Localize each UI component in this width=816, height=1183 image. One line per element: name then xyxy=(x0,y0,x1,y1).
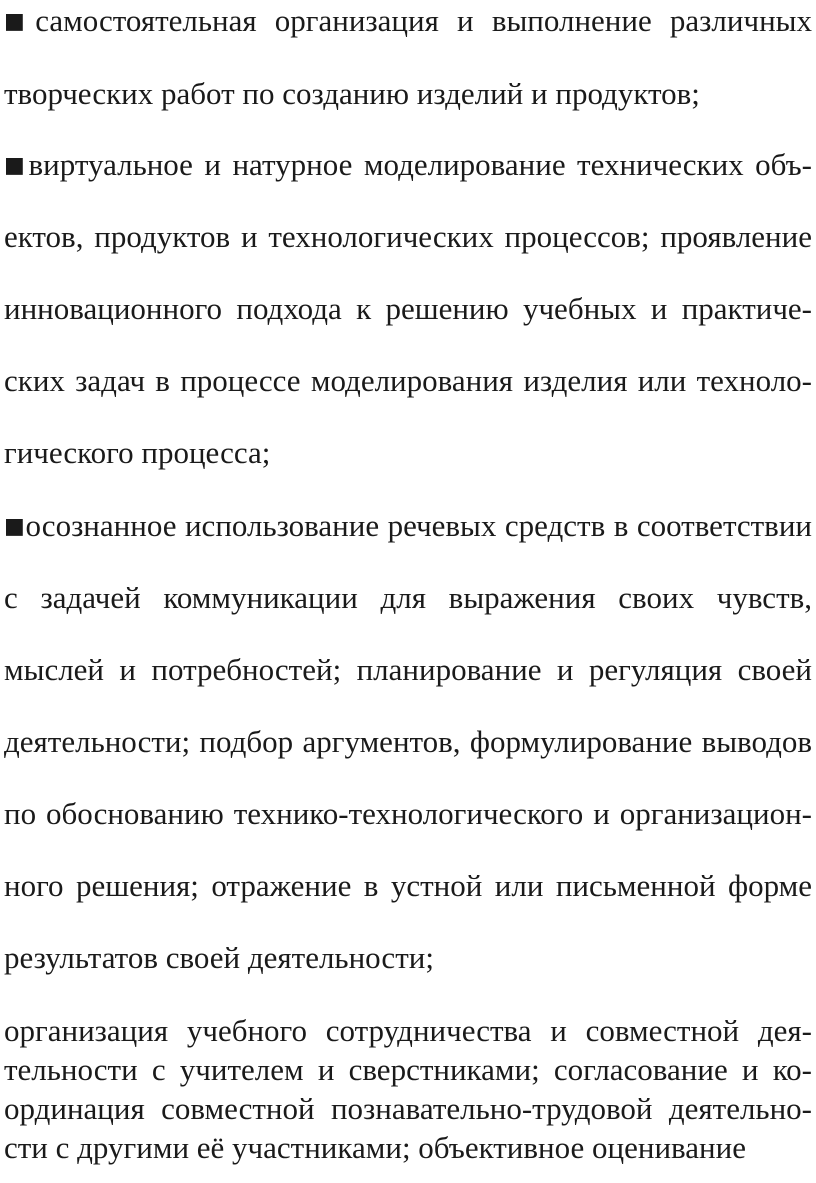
text-line xyxy=(4,724,812,760)
line-text: ских задач в процессе моделирования изделия или техноло- xyxy=(4,363,812,398)
text-line xyxy=(4,940,812,976)
text-line xyxy=(4,363,812,399)
text-line xyxy=(4,1130,812,1166)
line-text: инновационного подхода к решению учебных и практиче- xyxy=(4,291,812,326)
text-line xyxy=(4,868,812,904)
text-line xyxy=(4,147,812,184)
line-text: самостоятельная организация и выполнение различных xyxy=(35,3,812,38)
line-text: с задачей коммуникации для выражения своих чувств, xyxy=(4,580,812,615)
text-line xyxy=(4,796,812,832)
line-text: творческих работ по созданию изделий и продуктов; xyxy=(4,76,700,111)
bullet-square-icon: ■ xyxy=(4,153,29,178)
line-text: гического процесса; xyxy=(4,435,271,470)
bullet-square-icon: ■ xyxy=(4,514,26,539)
line-text: ектов, продуктов и технологических процессов; проявление xyxy=(4,219,812,254)
text-line xyxy=(4,291,812,327)
line-text: ординация совместной познавательно-трудовой деятельно- xyxy=(4,1091,812,1126)
line-text: мыслей и потребностей; планирование и регуляция своей xyxy=(4,652,812,687)
text-line xyxy=(4,219,812,255)
bullet-square-icon: ■ xyxy=(4,9,36,34)
text-line xyxy=(4,652,812,688)
text-line xyxy=(4,3,812,40)
line-text: деятельности; подбор аргументов, формулирование выводов xyxy=(4,724,812,759)
line-text: сти с другими её участниками; объективное оценивание xyxy=(4,1130,746,1165)
line-text: виртуальное и натурное моделирование технических объ- xyxy=(28,147,812,182)
line-text: осознанное использование речевых средств в соответствии xyxy=(25,508,812,543)
text-line xyxy=(4,1013,812,1049)
text-line xyxy=(4,1091,812,1127)
line-text: ного решения; отражение в устной или письменной форме xyxy=(4,868,812,903)
text-line xyxy=(4,580,812,616)
text-line xyxy=(4,1052,812,1088)
line-text: результатов своей деятельности; xyxy=(4,940,434,975)
text-line xyxy=(4,508,812,545)
line-text: по обоснованию технико-технологического и организацион- xyxy=(4,796,812,831)
line-text: организация учебного сотрудничества и совместной дея- xyxy=(4,1013,812,1048)
text-line xyxy=(4,435,812,471)
text-line xyxy=(4,76,812,112)
line-text: тельности с учителем и сверстниками; согласование и ко- xyxy=(4,1052,812,1087)
